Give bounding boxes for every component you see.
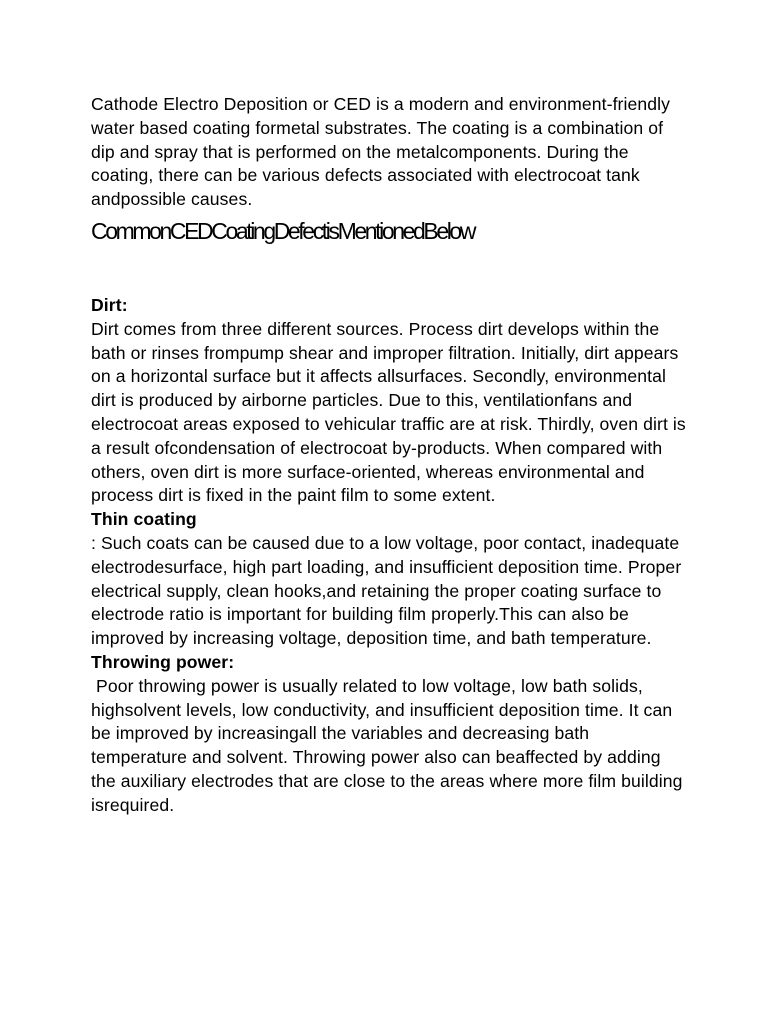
section-dirt: [91, 294, 686, 508]
spacer: [91, 246, 686, 294]
intro-paragraph: Cathode Electro Deposition or CED is a modern and environment-friendly water based coating formetal substrates. The coating is a combination of dip and spray that is performed on the metalcomponents. During the coating, there can be various defects associated with electrocoat tank andpossible causes.: [91, 94, 671, 210]
section-body-dirt: Dirt comes from three different sources. Process dirt develops within the bath or rinses frompump shear and improper filtration. Initially, dirt appears on a horizontal surface but it affects allsurfaces. Secondly, environmental dirt is produced by airborne particles. Due to this, ventilationfans and electrocoat areas exposed to vehicular traffic are at risk. Thirdly, oven dirt is a result ofcondensation of electrocoat by-products. When compared with others, oven dirt is more surface-oriented, whereas environmental and process dirt is fixed in the paint film to some extent.: [91, 318, 686, 506]
section-thin-coating: [91, 508, 686, 651]
section-body-thin-coating: : Such coats can be caused due to a low voltage, poor contact, inadequate electrodesurface, high part loading, and insufficient deposition time. Proper electrical supply, clean hooks,and retaining the proper coating surface to electrode ratio is important for building film properly.This can also be improved by increasing voltage, deposition time, and bath temperature.: [91, 532, 682, 649]
section-title-thin-coating: Thin coating: [91, 509, 197, 530]
document-page: [91, 93, 686, 818]
section-title-throwing-power: Throwing power:: [91, 651, 235, 672]
document-heading: Common CED Coating Defectis Mentioned Below: [91, 217, 475, 244]
section-body-throwing-power: Poor throwing power is usually related to low voltage, low bath solids, highsolvent levels, low conductivity, and insufficient deposition time. It can be improved by increasingall the variables and decreasing bath temperature and solvent. Throwing power also can beaffected by adding the auxiliary electrodes that are close to the areas where more film building isrequired.: [91, 675, 688, 815]
section-title-dirt: Dirt:: [91, 294, 128, 315]
section-throwing-power: [91, 651, 686, 818]
